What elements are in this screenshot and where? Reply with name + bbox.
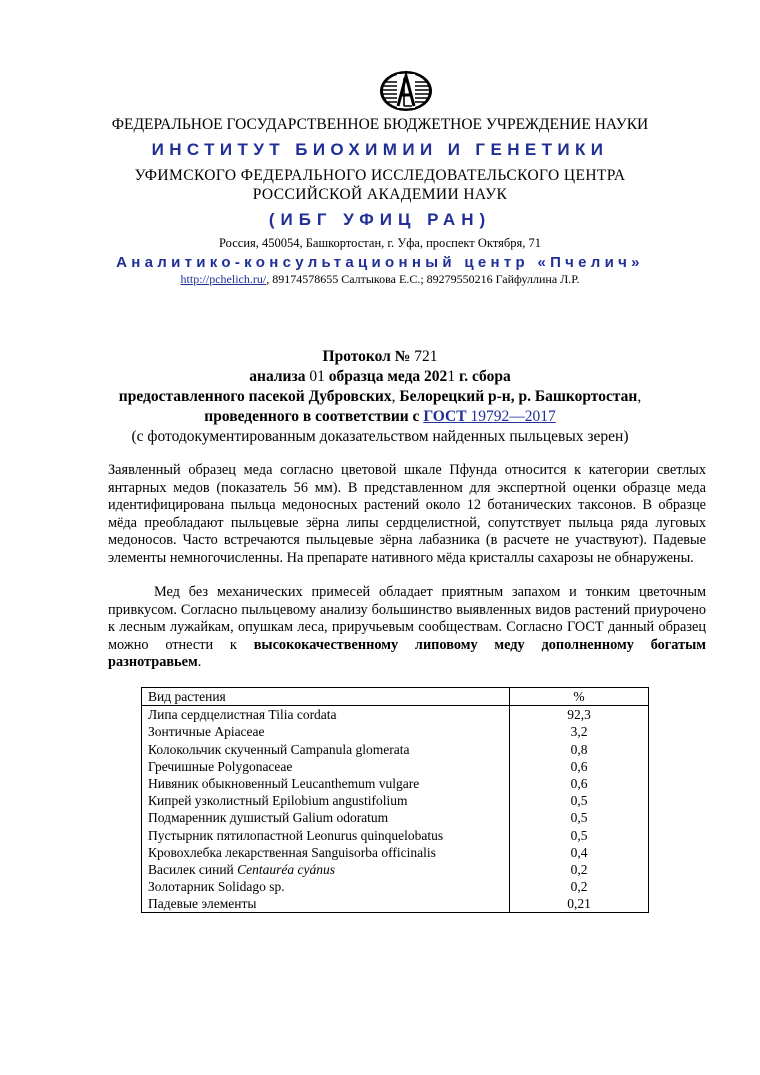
header-analytic-center: Аналитико-консультационный центр «Пчелич» [116, 254, 644, 271]
table-row [142, 844, 649, 861]
species-name: Кипрей узколистный Epilobium angustifolium [148, 793, 408, 809]
protocol-line4-a: проведенного в соответствии с [204, 408, 424, 425]
protocol-line3 [0, 387, 760, 407]
protocol-title-prefix: Протокол № [322, 348, 415, 365]
table-header-percent: % [510, 688, 649, 706]
table-header-species: Вид растения [142, 688, 510, 706]
protocol-line2-a: анализа [249, 368, 310, 385]
percent-cell: 0,5 [510, 827, 649, 844]
sample-count: 01 [309, 368, 325, 385]
protocol-line2-b: образца меда 202 [324, 368, 448, 385]
species-cell [142, 827, 510, 844]
table-row [142, 741, 649, 758]
protocol-number: 721 [414, 348, 438, 365]
institute-logo-icon [378, 70, 434, 112]
header-abbreviation: (ИБГ УФИЦ РАН) [268, 210, 492, 229]
species-cell [142, 723, 510, 740]
conclusion-verdict: высококачественному липовому меду дополненному богатым разнотравьем [108, 636, 706, 670]
species-name: Липа сердцелистная Tilia cordata [148, 707, 337, 723]
protocol-line2 [0, 367, 760, 387]
header-contacts [0, 272, 760, 287]
table-row [142, 758, 649, 775]
species-cell [142, 792, 510, 809]
table-row [142, 827, 649, 844]
table-row [142, 775, 649, 792]
region-name: Белорецкий р-н, р. Башкортостан [399, 388, 638, 405]
species-cell [142, 844, 510, 861]
gost-link[interactable]: ГОСТ [423, 408, 467, 425]
protocol-line3-end: , [637, 388, 642, 405]
percent-cell: 0,4 [510, 844, 649, 861]
header-address: Россия, 450054, Башкортостан, г. Уфа, проспект Октября, 71 [219, 236, 541, 250]
table-body [142, 706, 649, 913]
species-name: Колокольчик скученный Campanula glomerata [148, 741, 410, 757]
species-cell [142, 758, 510, 775]
percent-cell: 0,6 [510, 775, 649, 792]
percent-cell: 0,6 [510, 758, 649, 775]
conclusion-end: . [197, 654, 202, 670]
percent-cell: 0,21 [510, 895, 649, 913]
table-header-row [142, 688, 649, 706]
species-cell [142, 775, 510, 792]
table-row [142, 861, 649, 878]
species-name: Гречишные Polygonaceae [148, 758, 293, 774]
percent-cell: 0,5 [510, 792, 649, 809]
protocol-line5: (с фотодокументированным доказательством найденных пыльцевых зерен) [131, 428, 629, 445]
protocol-line4 [0, 407, 760, 427]
header-line3: УФИМСКОГО ФЕДЕРАЛЬНОГО ИССЛЕДОВАТЕЛЬСКОГО ЦЕНТРА [134, 167, 626, 184]
species-name: Кровохлебка лекарственная Sanguisorba officinalis [148, 844, 436, 860]
percent-cell: 3,2 [510, 723, 649, 740]
species-cell [142, 861, 510, 878]
table-row [142, 809, 649, 826]
header-line-federal: ФЕДЕРАЛЬНОЕ ГОСУДАРСТВЕННОЕ БЮДЖЕТНОЕ УЧРЕЖДЕНИЕ НАУКИ [111, 116, 649, 133]
conclusion-text: Мед без механических примесей обладает приятным запахом и тонким цветочным привкусом. Согласно пыльцевому анализу большинство выявленных видов растений приурочено к лесным лужайкам, опушкам леса, приручьевым сообществам. Согласно ГОСТ данный образец можно отнести к [108, 584, 706, 653]
species-name: Нивяник обыкновенный Leucanthemum vulgare [148, 776, 420, 792]
header-center-name [0, 166, 760, 204]
header-institute-name: ИНСТИТУТ БИОХИМИИ И ГЕНЕТИКИ [151, 140, 609, 159]
percent-cell: 92,3 [510, 706, 649, 724]
species-cell [142, 741, 510, 758]
conclusion-paragraph [108, 584, 706, 672]
website-link[interactable]: http://pchelich.ru/ [180, 272, 267, 286]
protocol-title [0, 347, 760, 367]
description-paragraph: Заявленный образец меда согласно цветовой шкале Пфунда относится к категории светлых янтарных медов (показатель 56 мм). В представленном для экспертной оценки образце меда идентифицирована пыльца медоносных растений около 12 ботанических таксонов. В образце мёда преобладают пыльцевые зёрна липы сердцелистной, сопутствует пыльца ряда луговых медоносов. Часто встречаются пыльцевые зёрна лабазника (в расчете не участвуют). Падевые элементы немногочисленны. На препарате нативного мёда кристаллы сахарозы не обнаружены. [108, 462, 706, 566]
table-row [142, 723, 649, 740]
percent-cell: 0,5 [510, 809, 649, 826]
table-row [142, 706, 649, 724]
pollen-table [141, 687, 649, 913]
apiary-name: предоставленного пасекой Дубровских [118, 388, 392, 405]
species-latin-italic: Centauréa cyánus [237, 861, 336, 877]
table-row [142, 878, 649, 895]
year-end-digit: 1 [447, 368, 456, 385]
species-cell [142, 895, 510, 913]
species-name: Пустырник пятилопастной Leonurus quinquelobatus [148, 827, 444, 843]
species-name: Золотарник Solidago sp. [148, 879, 285, 895]
species-cell [142, 706, 510, 724]
species-name: Подмаренник душистый Galium odoratum [148, 810, 389, 826]
table-row [142, 792, 649, 809]
header-line4: РОССИЙСКОЙ АКАДЕМИИ НАУК [252, 186, 508, 203]
table-row [142, 895, 649, 913]
percent-cell: 0,8 [510, 741, 649, 758]
protocol-line3-sep: , [391, 388, 400, 405]
protocol-line2-c: г. сбора [455, 368, 511, 385]
species-name: Василек синий [148, 861, 238, 877]
percent-cell: 0,2 [510, 878, 649, 895]
gost-number: 19792—2017 [466, 408, 556, 425]
percent-cell: 0,2 [510, 861, 649, 878]
species-name: Зонтичные Apiaceae [148, 724, 265, 740]
species-cell [142, 878, 510, 895]
species-cell [142, 809, 510, 826]
contact-phones: , 89174578655 Салтыкова Е.С.; 89279550216 Гайфуллина Л.Р. [266, 272, 580, 286]
species-name: Падевые элементы [148, 896, 257, 912]
